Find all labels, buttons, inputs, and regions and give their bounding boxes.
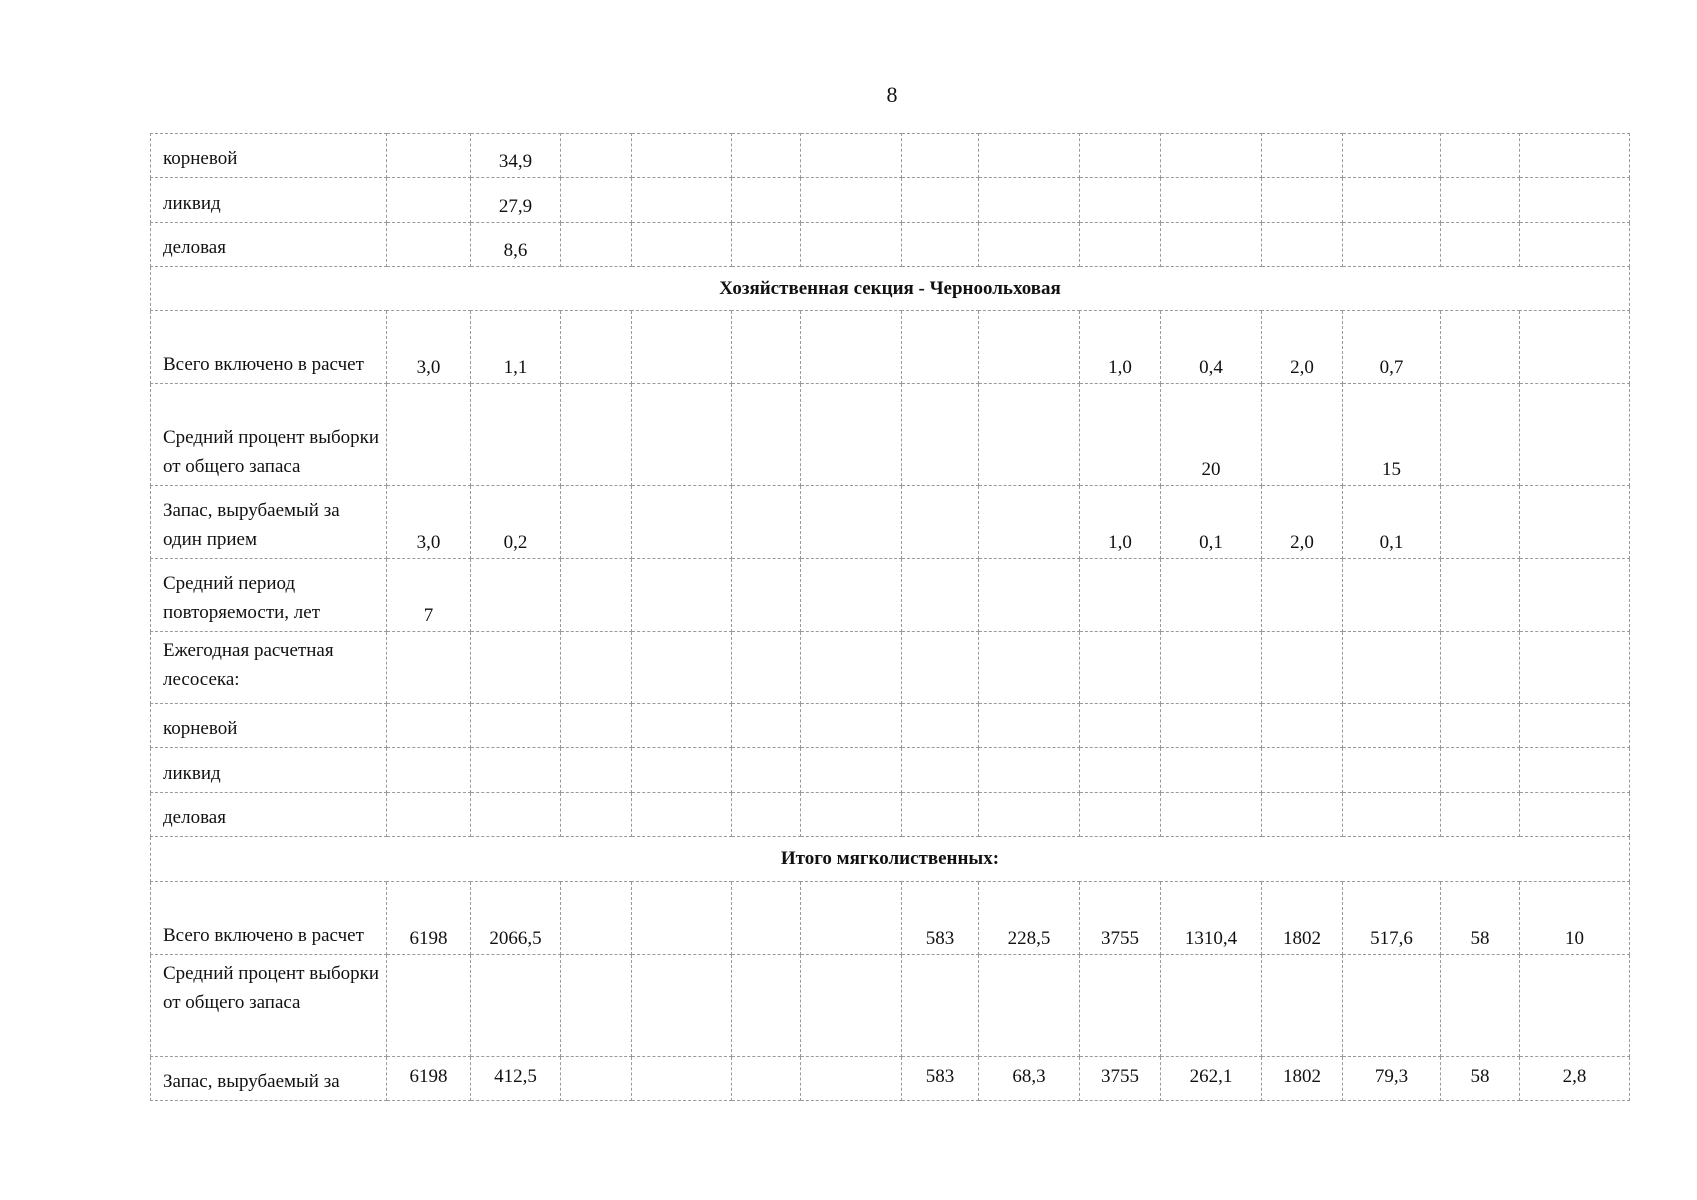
row-label: корневой [151, 704, 387, 748]
table-cell [732, 559, 801, 632]
table-cell [387, 748, 471, 793]
table-cell [1080, 223, 1161, 267]
table-cell [561, 704, 632, 748]
table-cell: 8,6 [471, 223, 561, 267]
table-cell [387, 134, 471, 178]
table-cell [1441, 955, 1520, 1057]
section-heading-row [151, 837, 1630, 882]
table-row [151, 559, 1630, 632]
table-cell [1441, 793, 1520, 837]
table-cell [632, 311, 732, 384]
table-cell [561, 748, 632, 793]
table-cell [732, 882, 801, 955]
row-label: Всего включено в расчет [151, 311, 387, 384]
table-cell: 1,1 [471, 311, 561, 384]
table-cell [732, 632, 801, 704]
table-cell [471, 704, 561, 748]
table-cell [1441, 384, 1520, 486]
table-cell [561, 134, 632, 178]
table-cell [902, 384, 979, 486]
allowable-cut-table [150, 133, 1630, 1101]
table-cell [561, 178, 632, 223]
table-cell [632, 178, 732, 223]
table-cell [632, 955, 732, 1057]
table-cell [732, 793, 801, 837]
table-cell: 58 [1441, 1057, 1520, 1101]
table-row [151, 134, 1630, 178]
table-cell [1262, 384, 1343, 486]
table-cell [561, 559, 632, 632]
table-cell [979, 704, 1080, 748]
table-cell [471, 748, 561, 793]
table-row [151, 632, 1630, 704]
table-cell [561, 311, 632, 384]
table-cell: 3,0 [387, 486, 471, 559]
table-cell [471, 559, 561, 632]
table-cell [801, 486, 902, 559]
table-cell [801, 955, 902, 1057]
table-cell [1080, 559, 1161, 632]
table-cell [1161, 748, 1262, 793]
table-cell [801, 704, 902, 748]
table-cell: 412,5 [471, 1057, 561, 1101]
table-cell: 0,7 [1343, 311, 1441, 384]
table-cell [632, 793, 732, 837]
page-number: 8 [886, 82, 898, 107]
table-cell [1441, 223, 1520, 267]
table-cell [1262, 178, 1343, 223]
table-cell [732, 704, 801, 748]
table-cell [1520, 704, 1630, 748]
table-cell [1262, 793, 1343, 837]
table-row [151, 178, 1630, 223]
table-cell: 583 [902, 882, 979, 955]
table-cell: 15 [1343, 384, 1441, 486]
table-cell: 0,1 [1161, 486, 1262, 559]
table-cell [1262, 704, 1343, 748]
table-cell [632, 223, 732, 267]
table-cell [732, 486, 801, 559]
table-cell [561, 882, 632, 955]
table-cell [1441, 311, 1520, 384]
table-cell [1161, 955, 1262, 1057]
table-cell [632, 559, 732, 632]
table-cell [902, 134, 979, 178]
table-cell [1520, 178, 1630, 223]
table-cell [1080, 178, 1161, 223]
table-cell: 1310,4 [1161, 882, 1262, 955]
table-cell [1343, 559, 1441, 632]
table-cell: 27,9 [471, 178, 561, 223]
table-cell [1343, 748, 1441, 793]
table-cell [632, 1057, 732, 1101]
table-cell [979, 384, 1080, 486]
table-cell [1262, 632, 1343, 704]
table-cell: 583 [902, 1057, 979, 1101]
row-label: Средний процент выборки от общего запаса [151, 384, 387, 486]
table-cell: 1802 [1262, 1057, 1343, 1101]
table-cell [632, 704, 732, 748]
table-cell [1441, 632, 1520, 704]
table-row [151, 704, 1630, 748]
table-cell [902, 955, 979, 1057]
table-row [151, 882, 1630, 955]
table-cell [801, 1057, 902, 1101]
table-cell [801, 748, 902, 793]
table-cell [1262, 223, 1343, 267]
section-heading: Хозяйственная секция - Черноольховая [151, 267, 1630, 311]
table-cell [387, 178, 471, 223]
table-cell [902, 559, 979, 632]
table-cell: 0,4 [1161, 311, 1262, 384]
table-cell [632, 134, 732, 178]
table-cell: 3755 [1080, 882, 1161, 955]
table-cell [1343, 793, 1441, 837]
table-cell: 3755 [1080, 1057, 1161, 1101]
table-cell [801, 793, 902, 837]
table-cell [979, 178, 1080, 223]
table-cell [1262, 955, 1343, 1057]
table-cell [1161, 223, 1262, 267]
table-cell [1080, 384, 1161, 486]
table-cell: 20 [1161, 384, 1262, 486]
table-cell [1441, 748, 1520, 793]
table-cell [471, 632, 561, 704]
table-cell [1343, 223, 1441, 267]
table-cell: 2,8 [1520, 1057, 1630, 1101]
table-cell [387, 632, 471, 704]
table-cell [471, 793, 561, 837]
table-cell: 0,1 [1343, 486, 1441, 559]
table-cell [1262, 134, 1343, 178]
table-cell: 2,0 [1262, 311, 1343, 384]
table-cell [732, 311, 801, 384]
table-cell: 262,1 [1161, 1057, 1262, 1101]
table-cell [801, 134, 902, 178]
table-cell [1520, 384, 1630, 486]
table-cell [471, 384, 561, 486]
table-cell [1520, 793, 1630, 837]
row-label: деловая [151, 223, 387, 267]
table-cell [1262, 748, 1343, 793]
table-cell [1343, 178, 1441, 223]
table-cell [979, 632, 1080, 704]
table-cell [1161, 793, 1262, 837]
table-cell [1161, 134, 1262, 178]
table-cell [1520, 955, 1630, 1057]
table-cell [1080, 632, 1161, 704]
table-cell: 7 [387, 559, 471, 632]
table-cell: 6198 [387, 1057, 471, 1101]
table-cell [979, 311, 1080, 384]
table-cell [902, 704, 979, 748]
table-cell [632, 632, 732, 704]
table-cell: 68,3 [979, 1057, 1080, 1101]
table-cell [1520, 748, 1630, 793]
table-cell [561, 955, 632, 1057]
table-row [151, 311, 1630, 384]
table-row [151, 1057, 1630, 1101]
table-cell: 1,0 [1080, 486, 1161, 559]
table-cell [732, 748, 801, 793]
table-cell [979, 134, 1080, 178]
table-cell [1343, 955, 1441, 1057]
table-cell [801, 311, 902, 384]
table-cell: 1802 [1262, 882, 1343, 955]
table-cell [1343, 704, 1441, 748]
table-cell [1080, 134, 1161, 178]
table-cell [902, 223, 979, 267]
table-cell [732, 178, 801, 223]
table-cell [1161, 178, 1262, 223]
table-cell: 517,6 [1343, 882, 1441, 955]
table-cell [1520, 223, 1630, 267]
table-cell [732, 384, 801, 486]
table-cell [387, 955, 471, 1057]
table-cell [801, 178, 902, 223]
row-label: Средний период повторяемости, лет [151, 559, 387, 632]
table-cell [632, 882, 732, 955]
section-heading-row [151, 267, 1630, 311]
table-cell [801, 632, 902, 704]
table-cell [387, 223, 471, 267]
table-cell [1520, 559, 1630, 632]
table-row [151, 955, 1630, 1057]
row-label: Средний процент выборки от общего запаса [151, 955, 387, 1057]
table-cell [732, 955, 801, 1057]
table-cell [632, 486, 732, 559]
table-cell: 10 [1520, 882, 1630, 955]
table-cell [979, 793, 1080, 837]
row-label: Запас, вырубаемый за один прием [151, 486, 387, 559]
table-cell [1441, 134, 1520, 178]
table-cell [1343, 632, 1441, 704]
table-cell [1343, 134, 1441, 178]
table-cell [1441, 559, 1520, 632]
row-label: Запас, вырубаемый за [151, 1057, 387, 1101]
table-row [151, 384, 1630, 486]
table-cell: 2066,5 [471, 882, 561, 955]
table-cell [632, 748, 732, 793]
table-cell [1520, 134, 1630, 178]
table-cell [979, 223, 1080, 267]
table-cell [561, 384, 632, 486]
table-cell [1441, 178, 1520, 223]
table-cell [1262, 559, 1343, 632]
table-cell [902, 632, 979, 704]
table-cell [1080, 955, 1161, 1057]
table-cell: 1,0 [1080, 311, 1161, 384]
table-cell [1161, 704, 1262, 748]
table-cell [979, 486, 1080, 559]
table-cell [1161, 559, 1262, 632]
table-cell [902, 486, 979, 559]
table-cell [632, 384, 732, 486]
table-row [151, 486, 1630, 559]
table-cell: 0,2 [471, 486, 561, 559]
table-row [151, 748, 1630, 793]
table-cell [732, 1057, 801, 1101]
table-cell [1161, 632, 1262, 704]
section-heading: Итого мягколиственных: [151, 837, 1630, 882]
table-cell [1080, 748, 1161, 793]
table-cell [561, 793, 632, 837]
table-cell [732, 223, 801, 267]
table-cell [732, 134, 801, 178]
table-cell [471, 955, 561, 1057]
table-cell: 2,0 [1262, 486, 1343, 559]
table-cell [561, 632, 632, 704]
table-cell [1520, 486, 1630, 559]
table-cell [979, 955, 1080, 1057]
table-cell [902, 748, 979, 793]
table-cell [561, 486, 632, 559]
table-cell: 58 [1441, 882, 1520, 955]
table-cell [801, 223, 902, 267]
table-cell [1080, 704, 1161, 748]
table-cell [902, 311, 979, 384]
table-cell [979, 748, 1080, 793]
row-label: Ежегодная расчетная лесосека: [151, 632, 387, 704]
table-cell [1441, 486, 1520, 559]
table-cell: 79,3 [1343, 1057, 1441, 1101]
table-cell [801, 882, 902, 955]
table-cell [387, 384, 471, 486]
table-cell [801, 384, 902, 486]
table-cell [1080, 793, 1161, 837]
row-label: ликвид [151, 178, 387, 223]
table-cell [979, 559, 1080, 632]
table-row [151, 223, 1630, 267]
table-cell: 34,9 [471, 134, 561, 178]
row-label: деловая [151, 793, 387, 837]
table-cell [561, 1057, 632, 1101]
table-cell [801, 559, 902, 632]
table-cell: 3,0 [387, 311, 471, 384]
row-label: Всего включено в расчет [151, 882, 387, 955]
table-cell [387, 704, 471, 748]
table-cell: 228,5 [979, 882, 1080, 955]
table-cell [387, 793, 471, 837]
table-cell [902, 793, 979, 837]
row-label: корневой [151, 134, 387, 178]
table-cell [1441, 704, 1520, 748]
table-cell [1520, 632, 1630, 704]
table-cell: 6198 [387, 882, 471, 955]
table-cell [902, 178, 979, 223]
table-row [151, 793, 1630, 837]
table-cell [561, 223, 632, 267]
row-label: ликвид [151, 748, 387, 793]
table-cell [1520, 311, 1630, 384]
